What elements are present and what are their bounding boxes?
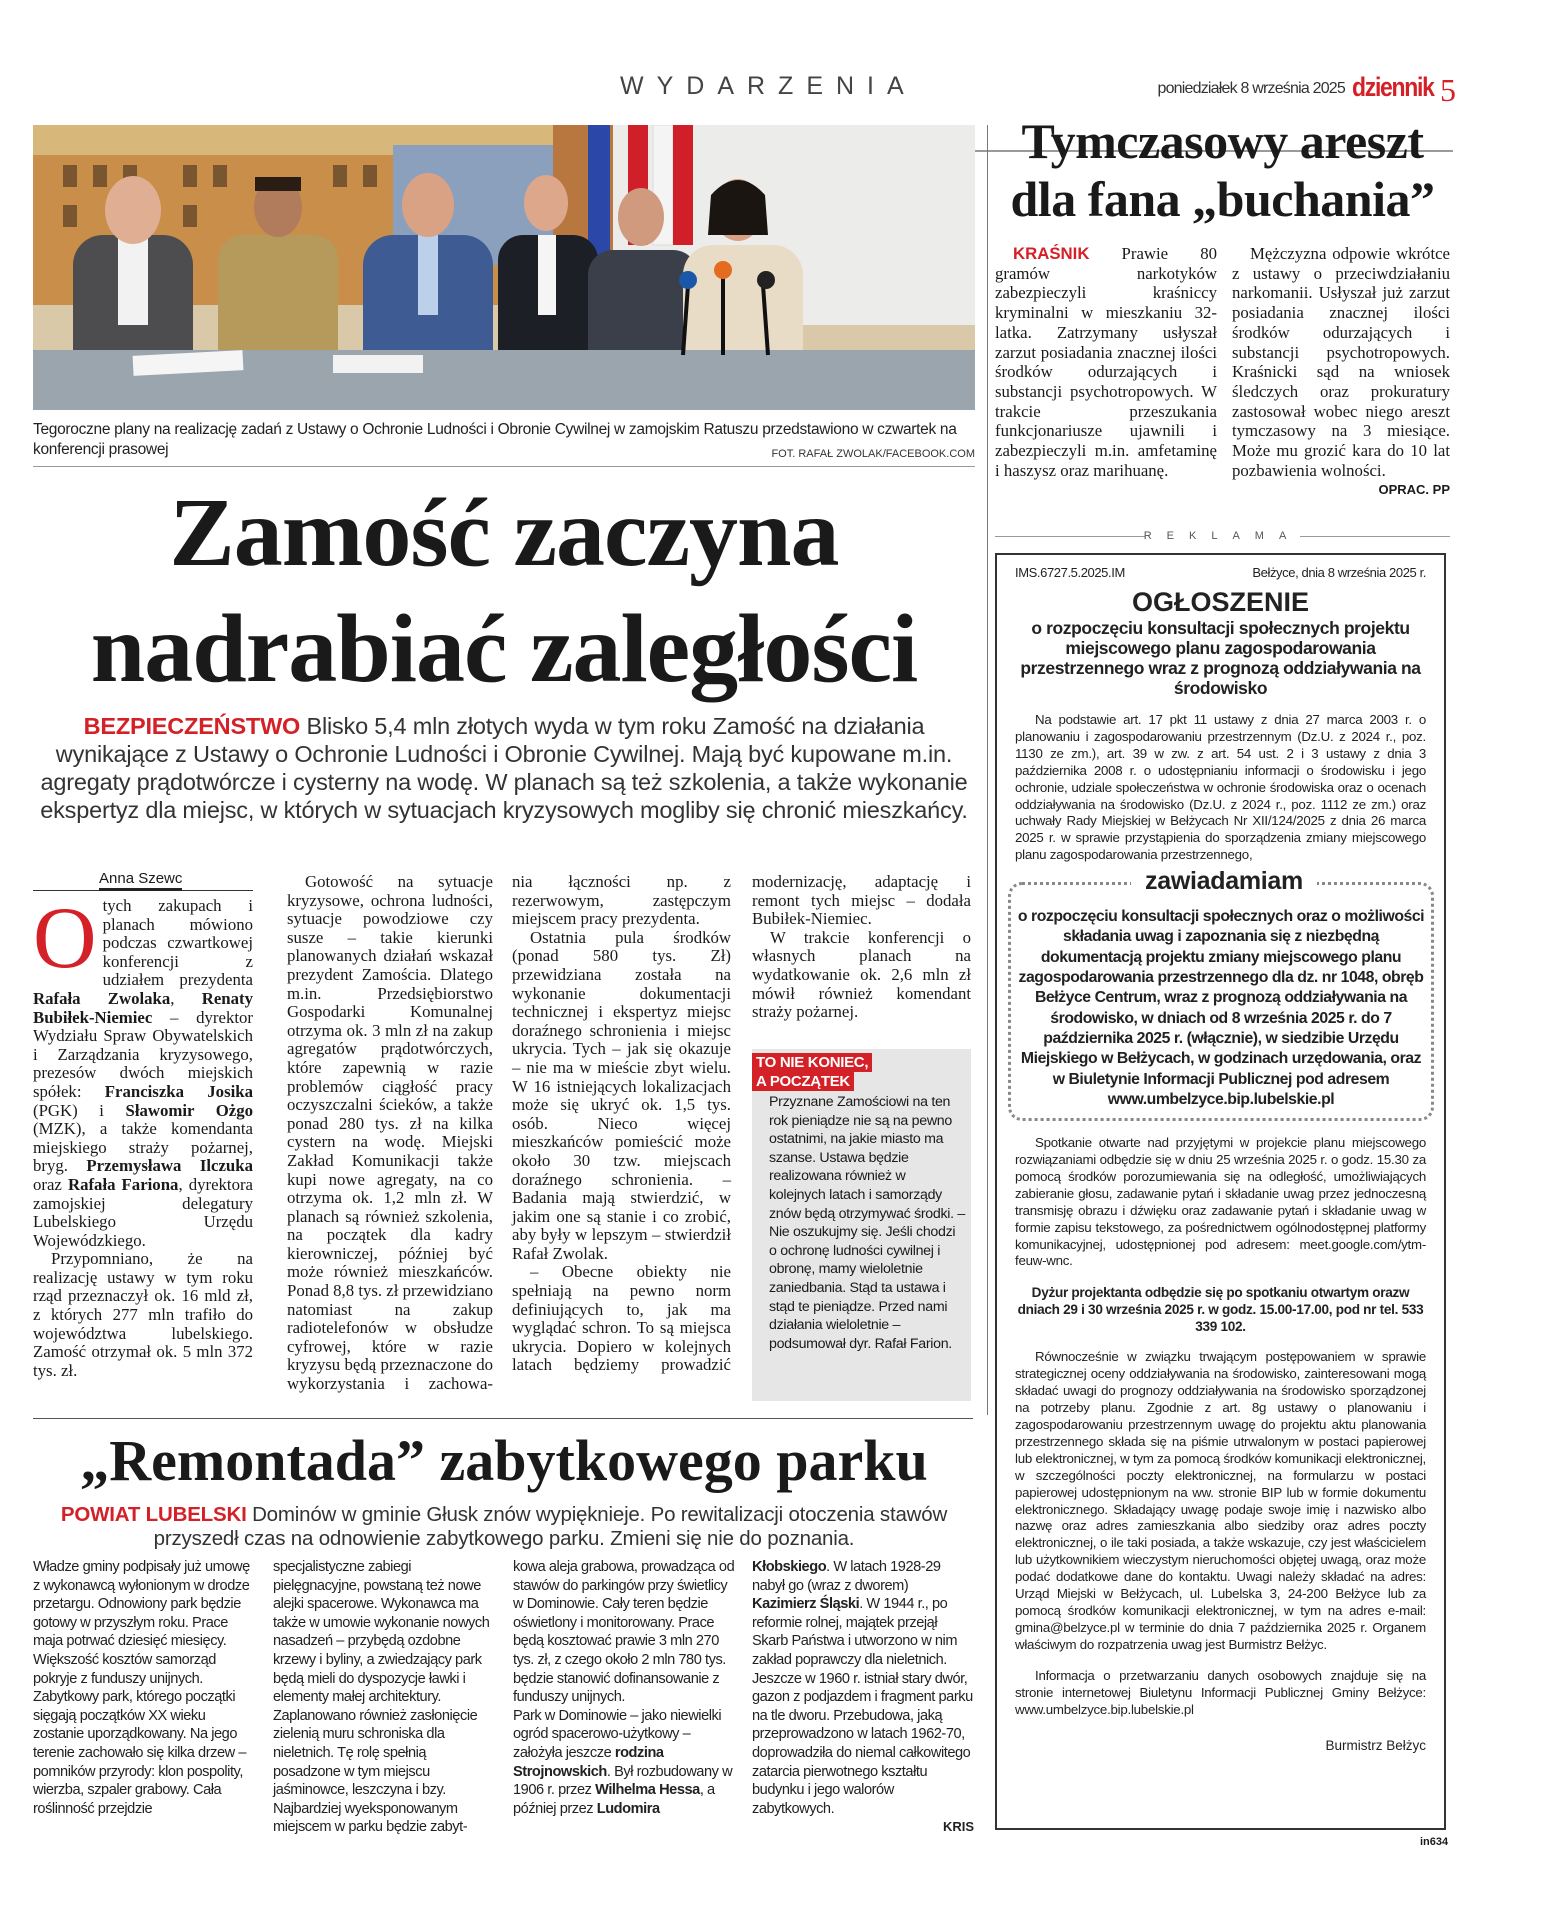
ad-paragraph: Informacja o przetwarzaniu danych osobowych znajduje się na stronie internetowej Biuletynu Informacji Publicznej Gminy Bełżyce: www.umbelzyce.bip.lubelskie.pl [1015,1667,1426,1717]
lead-kicker: POWIAT LUBELSKI [60,1503,247,1526]
ad-box-title: zawiadamiam [1131,865,1317,897]
ad-paragraph: Równocześnie w związku trwającym postępowaniem w sprawie strategicznej oceny oddziaływania na środowisko, zainteresowani mogą składać uwagi do prognozy oddziaływania na środowisko sporządzonej na potrzeby planu. Zgodnie z art. 8g ustawy o planowaniu i zagospodarowaniu przestrzennym uwagę do projektu aktu planowania przestrzennego składa się na piśmie utrwalonym w postaci papierowej lub elektronicznej, w tym za pomocą środków komunikacji elektronicznej, w szczególności poczty elektronicznej, na formularzu w postaci papierowej udostępnionym na ww. stronie BIP lub w formie dokumentu elektronicznego. Składający uwagę podaje swoje imię i nazwisko albo nazwę oraz adres zamieszkania albo siedziby oraz adres poczty elektronicznej, o ile taki posiada, a także wskazuje, czy jest właścicielem lub użytkownikiem wieczystym nieruchomości objętej uwagą, oraz może podać dodatkowe dane do kontaktu. Uwagi należy składać na adres: Urząd Miejski w Bełżycach, ul. Lubelska 3, 24-200 Bełżyce lub za pomocą środków komunikacji elektronicznej, w tym na adres e-mail: gmina@belzyce.pl w terminie do dnia 7 października 2025 r. Organem właściwym do rozpatrzenia uwag jest Burmistrz Bełżyc. [1015,1349,1426,1652]
text-run: nia łączności np. z rezerwowym, zastępczym miejscem pracy prezydenta. [512,872,731,929]
text-run: Zabytkowy park, którego początki sięgają początków XX wieku zostanie uporządkowany. Na jego terenie zachowało się kilka drzew – pomników przyrody: klon pospolity, wierzba, szpaler grabowy. Cała roślinność przejdzie [33,1689,246,1817]
column-divider [987,125,988,1415]
article-column-4 [752,873,971,1022]
text-run: specjalistyczne zabiegi pielęgnacyjne, powstaną też nowe alejki spacerowe. Wykonawca ma także w umowie wykonanie nowych nasadzeń – przybędą ozdobne krzewy i byliny, a zwiedzający park będą mieli do dyspozycje ławki i elementy małej architektury. [273,1559,490,1706]
park-column-3 [513,1558,735,1818]
text-run: Najbardziej wyeksponowanym miejscem w parku będzie zabyt- [273,1800,468,1836]
side-headline [995,112,1450,228]
column-text [273,1558,495,1837]
bold-name: Kłobskiego [752,1559,827,1575]
headline-line: Zamość zaczyna [169,479,839,587]
main-lead [40,712,968,824]
side-column-2 [1232,244,1450,500]
text-run: – Obecne obiekty nie spełniają na pewno norm definiujących to, jak ma wyglądać schron. To są miejsca ukrycia. Dopiero w kolejnych latach będziemy prowadzić [512,1262,731,1375]
author-name: Anna Szewc [99,870,182,891]
sidebar-title-line: TO NIE KONIEC, [752,1053,872,1072]
page-number: 5 [1440,72,1456,108]
ad-paragraph: Na podstawie art. 17 pkt 11 ustawy z dnia 27 marca 2003 r. o planowaniu i zagospodarowaniu przestrzennym (Dz.U. z 2024 r., poz. 1130 ze zm.), art. 39 w zw. z art. 54 ust. 2 i 3 ustawy z dnia 3 października 2008 r. o udostępnianiu informacji o środowisku i jego ochronie, udziale społeczeństwa w ochronie środowiska oraz o ocenach oddziaływania na środowisko (Dz.U. z 2024 r., poz. 1112 ze zm.) oraz uchwały Rady Miejskiej w Bełżycach Nr XII/124/2025 z dnia 26 marca 2025 r. w sprawie przystąpienia do sporządzenia zmiany miejscowego planu zagospodarowania przestrzennego, [1015,712,1426,863]
bold-name: Wilhelma Hessa [595,1782,700,1799]
paragraph [513,1707,735,1819]
ad-signature: Burmistrz Bełżyc [1325,1738,1426,1754]
ad-box-text: o rozpoczęciu konsultacji społecznych oraz o możliwości składania uwag i zapoznania się z niezbędną dokumentacją projektu zmiany miejscowego planu zagospodarowania przestrzennego dla dz. nr 1048, obręb Bełżyce Centrum, wraz z prognozą oddziaływania na środowisko, w dniach od 8 września 2025 r. do 7 października 2025 r. (włącznie), w siedzibie Urzędu Miejskiego w Bełżycach, w godzinach urzędowania, oraz w Biuletynie Informacji Publicznej pod adresem www.umbelzyce.bip.lubelskie.pl [1017,908,1425,1108]
column-text [287,873,493,1394]
ad-paragraph: Spotkanie otwarte nad przyjętymi w projekcie planu miejscowego rozwiązaniami odbędzie się w dniu 25 września 2025 r. o godz. 15.30 za pomocą środków porozumiewania się na odległość, umożliwiających zabieranie głosu, zadawanie pytań i składanie uwag przez jednoczesną transmisję obrazu i dźwięku oraz zadawanie pytań i składanie uwag w formie zapisu tekstowego, za pośrednictwem ogólnodostępnej platformy komunikacyjnej, udostępnionej pod adresem: meet.google.com/ytm-feuw-wnc. [1015,1135,1426,1269]
article-column-3 [512,873,731,1375]
article-separator [33,1418,973,1419]
paragraph [512,1263,731,1375]
ad-label [995,527,1450,547]
headline-line: nadrabiać zaległości [90,595,918,703]
ad-code: in634 [1420,1836,1449,1848]
ad-label-text: REKLAMA [1143,530,1302,542]
headline-line: dla fana „buchania” [1010,171,1435,227]
text-run: (MZK), a także komendanta miejskiego straży pożarnej, bryg. [33,1119,253,1176]
sidebar-title [752,1053,971,1091]
author-signature: OPRAC. PP [1378,482,1450,498]
text-run: Ostatnia pula środków (ponad 580 tys. Zł) przewidziana została na wykonanie dokumentacji technicznej i ekspertyz miejsc doraźnego schronienia i miejsc ukrycia. Tych – jak się okazuje – nie ma w mieście zbyt wielu. W 16 istniejących lokalizacjach może się ukryć ok. 1,5 tys. osób. Nieco więcej mieszkańców pomieścić może około 30 tzw. miejscach doraźnego schronienia. – Badania mają stwierdzić, w jakim one są stanie i co zrobić, aby były w lepszym – stwierdził Rafał Zwolak. [512,927,731,1263]
paragraph [33,1250,253,1380]
ad-place-date: Bełżyce, dnia 8 września 2025 r. [1252,565,1426,580]
park-column-2 [273,1558,495,1837]
text-run: Przypomniano, że na realizację ustawy w tym roku rząd przeznaczył ok. 16 mld zł, z których 277 mln trafiło do województwa lubelskiego. Zamość otrzymał ok. 5 mln 372 tys. zł. [33,1249,253,1380]
bold-name: Przemysława Ilczuka [86,1156,253,1176]
side-text: Mężczyzna odpowie wkrótce z ustawy o przeciwdziałaniu narkomanii. Usłyszał już zarzut posiadania znacznej ilości środków odurzających i substancji psychotropowych. Kraśnicki sąd na wniosek śledczych oraz prokuratury zastosował wobec niego areszt tymczasowy na 3 miesiące. Może mu grozić kara do 10 lat pozbawienia wolności. [1232,244,1450,480]
column-text [513,1558,735,1818]
text-run: tych zakupach i planach mówiono podczas czwartkowej konferencji z udziałem prezydenta [102,896,253,990]
paragraph [273,1558,495,1707]
issue-date: poniedziałek 8 września 2025 [1157,80,1345,97]
paragraph [513,1558,735,1707]
article-column-2 [287,873,493,1394]
public-notice-ad [995,553,1446,1830]
text-run: Gotowość na sytuacje kryzysowe, ochrona ludności, sytuacje powodziowe czy susze – takie kierunki planowanych działań wskazał prezydent Zamościa. Dlatego m.in. Przedsiębiorstwo Gospodarki Komunalnej otrzyma ok. 3 mln zł na zakup agregatów prądotwórczych, które zapewnią w razie problemów ciągłość pracy oczyszczalni ścieków, a także ponad 280 tys. zł na kilka cystern na wodę. Miejski Zakład Komunikacji także kupi nowe agregaty, na co otrzyma ok. 1,2 mln zł. W planach są również szkolenia, na początek dla kadry kierowniczej, później być może również mieszkańców. Ponad 8,8 tys. zł przewidziano natomiast na zakup radiotelefonów w obsłudze cyfrowej, które w razie kryzysu będą przeznaczone do wykorzystania i zachowa- [287,872,493,1394]
newspaper-logo: dziennik [1352,72,1434,102]
paragraph [752,873,971,929]
headline-line: Tymczasowy areszt [1021,113,1424,169]
section-name: WYDARZENIA [620,72,917,100]
ad-header [1015,565,1426,580]
side-column-1 [995,244,1217,480]
byline [33,870,253,891]
paragraph [752,1558,974,1818]
ad-title: OGŁOSZENIE [1131,587,1310,617]
ad-subtitle: o rozpoczęciu konsultacji społecznych projektu miejscowego planu zagospodarowania przestrzennego wraz z prognozą oddziaływania na środowisko [1020,618,1421,698]
text-run: , dyrektora zamojskiej delegatury Lubelskiego Urzędu Wojewódzkiego. [33,1174,253,1250]
column-text [512,873,731,1375]
side-kicker: KRAŚNIK [1013,244,1090,263]
sidebar-text: Przyznane Zamościowi na ten rok pieniądze nie są na pewno ostatnimi, na jakie miasto ma szanse. Ustawa będzie realizowana również w kolejnych latach i samorządy znów będą otrzymywać środki. – Nie oszukujmy się. Jeśli chodzi o ochronę ludności cywilnej i obronę, mamy wieloletnie zaniedbania. Stąd ta ustawa i stąd te pieniądze. Przed nami działania wieloletnie – podsumował dyr. Rafał Farion. [769,1094,966,1352]
conference-photo-illustration [33,125,975,410]
park-lead [40,1503,968,1551]
main-headline [33,475,975,707]
caption-rule [33,466,975,467]
bold-name: rodzina Strojnowskich [513,1744,664,1780]
park-column-1 [33,1558,255,1818]
caption-text: Tegoroczne plany na realizację zadań z Ustawy o Ochronie Ludności i Obronie Cywilnej w zamojskim Ratuszu przedstawiono w czwartek na konferencji prasowej [33,421,957,458]
text-run: . Był rozbudowany w 1906 r. przez [513,1763,733,1799]
bold-name: Rafała Fariona [67,1174,179,1194]
lead-text: Dominów w gminie Głusk znów wypiękniej​e. Po rewitalizacji otoczenia stawów przyszedł czas na odnowienie zabytkowego parku. Zmieni się nie do poznania. [153,1503,948,1550]
text-run: Park w Dominowie – jako niewielki ogród spacerowo-użytkowy – założyła jeszcze [513,1707,722,1761]
conference-photo [33,125,975,410]
ad-duty-info: Dyżur projektanta odbędzie się po spotkaniu otwartym orazw dniach 29 i 30 września 2025 r. w godz. 15.00-17.00, pod nr tel. 533 339 102. [1017,1285,1424,1335]
ad-announcement-box [1008,867,1434,1121]
bold-name: Rafała Zwolaka [33,988,171,1008]
photo-caption [33,420,975,464]
bold-name: Franciszka Josika [104,1081,253,1101]
text-run: , [170,988,202,1008]
text-run: kowa aleja grabowa, prowadząca od stawów do parkingów przy świetlicy w Dominowie. Cały teren będzie oświetlony i monitorowany. Prace będą kosztować prawie 3 mln 270 tys. zł, z czego około 2 mln 780 tys. będzie stanowić dofinansowanie z funduszy unijnych. [513,1559,735,1706]
paragraph [287,873,493,1394]
column-text [752,1558,974,1818]
text-run: Zaplanowano również zasłonięcie zielenią muru schroniska dla nieletnich. Tę rolę spełnią posadzone w tym miejscu jaśminowce, leszczyna i bzy. [273,1707,478,1799]
text-run: . W latach 1928-29 nabył go (wraz z dworem) [752,1559,941,1594]
side-text: Prawie 80 gramów narkotyków zabezpieczyli kraśniccy kryminalni w mieszkaniu 32-latka. Zatrzymany usłyszał zarzut posiadania znacznej ilości środków odurzających i substancji psychotropowych. W trakcie przeszukania funkcjonariusze ujawnili i zabezpieczyli m.in. amfetaminę i haszysz oraz marihuanę. [995,244,1217,480]
paragraph [512,873,731,929]
paragraph [33,1558,255,1688]
column-text [33,1558,255,1818]
author-signature: KRIS [942,1819,974,1835]
paragraph [512,929,731,1264]
paragraph [273,1707,495,1800]
text-run: , a później przez [513,1782,715,1817]
bold-name: Renaty Bubiłek-Niemiec [33,988,254,1027]
bold-name: Kazimierz Śląski [752,1596,860,1613]
text-run: W trakcie konferencji o własnych planach na wydatkowanie ok. 2,6 mln zł mówił również komendant straży pożarnej. [752,927,971,1022]
text-run: oraz [33,1174,68,1194]
photo-credit: FOT. RAFAŁ ZWOLAK/FACEBOOK.COM [771,448,975,460]
sidebar-box [752,1049,971,1401]
ad-reference: IMS.6727.5.2025.IM [1015,565,1125,580]
park-headline: „Remontada” zabytkowego parku [80,1428,928,1493]
paragraph [273,1800,495,1837]
article-column-1 [33,870,253,1380]
text-run: Władze gminy podpisały już umowę z wykonawcą wyłonionym w drodze przetargu. Odnowiony park będzie gotowy w przyszłym roku. Prace maja potrwać dziesięć miesięcy. Większość kosztów samorząd pokryje z funduszy unijnych. [33,1559,250,1687]
bold-name: Ludomira [596,1800,660,1817]
column-text [752,873,971,1022]
lead-text: Blisko 5,4 mln złotych wyda w tym roku Zamość na działania wynikające z Ustawy o Ochronie Ludności i Obronie Cywilnej. Mają być kupowane m.in. agregaty prądotwórcze i cysterny na wodę. W planach są też szkolenia, a także wykonanie ekspertyz dla miejsc, w których w sytuacjach kryzysowych mogliby się chronić mieszkańcy. [40,713,968,823]
text-run: – dyrektor Wydziału Spraw Obywatelskich i Zarządzania kryzysowego, prezesów dwóch miejskich spółek: [33,1007,253,1101]
lead-kicker: BEZPIECZEŃSTWO [83,713,301,739]
text-run: (PGK) i [33,1100,126,1120]
sidebar-title-line: A POCZĄTEK [752,1072,854,1091]
bold-name: Sławomir Ożgo [125,1100,253,1120]
paragraph [33,1688,255,1818]
text-run: . W 1944 r., po reformie rolnej, majątek przejął Skarb Państwa i utworzono w nim zakład poprawczy dla nieletnich. Jeszcze w 1960 r. istniał stary dwór, gazon z podjazdem i fragment parku na tle dworu. Przebudowa, jaką przeprowadzono w latach 1962-70, doprowadziła do niemal całkowitego zatarcia pierwotnego kształtu budynku i jego walorów zabytkowych. [752,1596,973,1817]
drop-cap: O [33,890,97,987]
text-run: modernizację, adaptację i remont tych miejsc – dodała Bubiłek-Niemiec. [752,872,971,929]
park-column-4 [752,1558,974,1837]
paragraph [752,929,971,1022]
